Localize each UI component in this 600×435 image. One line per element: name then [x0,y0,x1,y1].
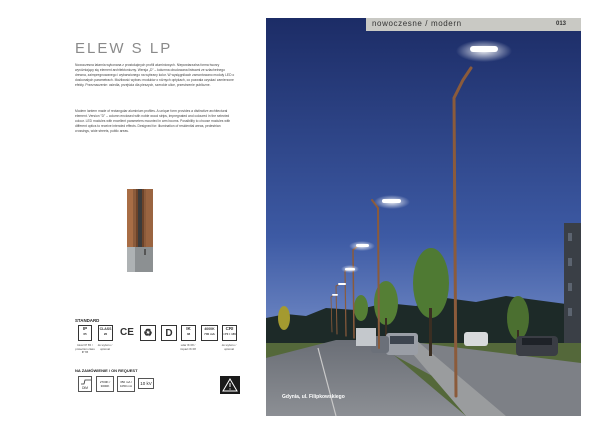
warning-triangle-icon [220,376,240,394]
dim-option-icon: DIM [78,376,92,392]
cri-caption: do wyboru / optional [221,343,237,351]
surge-protection-option: 10 kV [138,378,154,389]
ip-rating-caption: klosz IP 65 / protection class IP 65 [75,343,95,355]
dimming-graph-icon [81,379,91,385]
category-label: nowoczesne / modern [372,19,462,28]
page-number: 013 [556,21,567,27]
impact-rating-caption: udar IK 08 / impact IK 08 [180,343,196,351]
d-mark-icon: D [161,325,177,341]
ip-rating-icon: IP 65 [78,325,92,341]
product-title: ELEW S LP [75,40,173,57]
ce-mark-icon: CE [120,327,134,338]
protection-class-caption: do wyboru / optional [97,343,113,351]
photo-caption: Gdynia, ul. Filipkowskiego [282,394,345,400]
description-polish: Nowoczesna latarnia wykonana z prostokątnych profili aluminiowych. Niepowtarzalna forma tworzy wyróżniający się element architektoniczny. Wersja „D” – kolumna obudowana listwami ze szlachetnego drewna, zaimpregnowanego i wybarwionego na wybrany kolor. W wysięgnikach zamontowano moduły LED o doskonałych parametrach. Możliwość wyboru modułów o różnych optykach, co pozwala uzyskać zamierzone efekty. Przeznaczenie: osiedla, przejścia dla pieszych, szerokie ulice, przestrzenie publiczne. [75,63,235,88]
standard-label: STANDARD [75,318,100,323]
impact-rating-icon: IK 08 [181,325,196,341]
color-temperature-icon: 4000K 700 mA [201,325,218,341]
pole-detail-image [124,189,156,272]
cri-icon: CRI >70 / >80 [222,325,237,341]
description-english: Modern lantern made of rectangular aluminium profiles. A unique form provides a distinctive architectural element. Version "D" – column enclosed with noble wood strips, impregnated and coloured in the selected colour. LED modules with excellent parameters mounted in arm booms. Possibility to choose modules with different optics to receive intended effects. Designed for: illumination of residential areas, pedestrian crossings, wide streets, public areas. [75,109,231,134]
street-lighting-photo [266,18,581,416]
protection-class-icon: CLASS I/II [98,325,113,341]
color-temperature-option: 2700K / 3000K [96,376,114,392]
recycling-icon: ♻ [140,325,156,341]
current-option: 350 mA / 1050 mA [117,376,135,392]
on-request-label: NA ZAMÓWIENIE / ON REQUEST [75,368,138,373]
